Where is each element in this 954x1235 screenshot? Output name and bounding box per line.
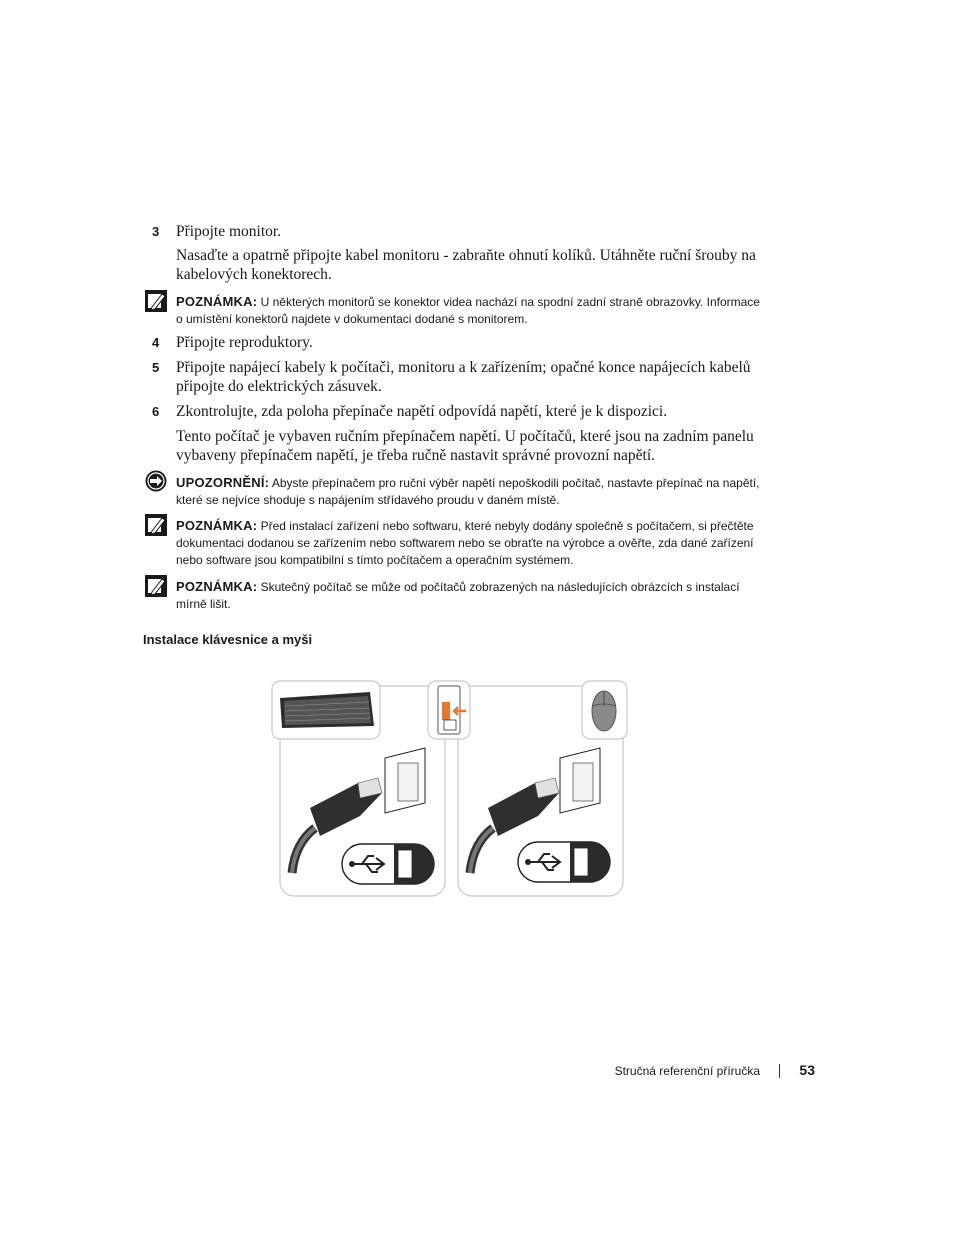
page-number: 53 [799, 1062, 815, 1078]
usb-symbol-icon [342, 844, 434, 884]
note-label: POZNÁMKA: [176, 579, 258, 594]
step-number: 4 [152, 335, 160, 350]
mouse-icon [582, 681, 627, 739]
keyboard-mouse-illustration [270, 678, 632, 900]
notice-label: UPOZORNĚNÍ: [176, 475, 270, 490]
notice-text: Abyste přepínačem pro ruční výběr napětí nepoškodili počítač, nastavte přepínač na napětí, které se nejvíce shoduje s napájením střídavého proudu v daném místě. [176, 476, 760, 507]
step-text: Připojte reproduktory. [176, 334, 313, 351]
step-number: 6 [152, 404, 160, 419]
step-text: Zkontrolujte, zda poloha přepínače napětí odpovídá napětí, které je k dispozici. [176, 403, 668, 420]
footer-title: Stručná referenční příručka [614, 1064, 760, 1078]
step-number: 3 [152, 224, 160, 239]
pencil-note-icon [145, 575, 167, 597]
usb-symbol-icon [518, 842, 610, 882]
paragraph-monitor-cable: Nasaďte a opatrně připojte kabel monitoru - zabraňte ohnutí kolíků. Utáhněte ruční šrouby na kabelových konektorech. [176, 247, 756, 283]
step-number: 5 [152, 360, 160, 375]
footer-separator [779, 1064, 780, 1078]
usb-port-panel-icon [428, 681, 470, 739]
page-footer [560, 1062, 815, 1082]
step-text: Připojte napájecí kabely k počítači, monitoru a k zařízením; opačné konce napájecích kabelů připojte do elektrických zásuvek. [176, 359, 751, 395]
notice-arrow-icon [145, 470, 167, 492]
step-text: Připojte monitor. [176, 223, 282, 240]
note-text: U některých monitorů se konektor videa nachází na spodní zadní straně obrazovky. Informace o umístění konektorů najdete v dokumentaci dodané s monitorem. [176, 295, 760, 326]
note-label: POZNÁMKA: [176, 518, 258, 533]
section-heading: Instalace klávesnice a myši [143, 632, 313, 647]
paragraph-voltage-switch: Tento počítač je vybaven ručním přepínačem napětí. U počítačů, které jsou na zadním panelu vybaveny přepínačem napětí, je třeba ručně nastavit správné provozní napětí. [176, 428, 754, 464]
note-text: Skutečný počítač se může od počítačů zobrazených na následujících obrázcích s instalací mírně lišit. [176, 580, 740, 611]
pencil-note-icon [145, 514, 167, 536]
note-label: POZNÁMKA: [176, 294, 258, 309]
keyboard-icon [272, 681, 380, 739]
pencil-note-icon [145, 290, 167, 312]
note-text: Před instalací zařízení nebo softwaru, které nebyly dodány společně s počítačem, si přečtěte dokumentaci dodanou se zařízením nebo softwarem nebo se obraťte na výrobce a ověřte, zda dané zařízení nebo software jsou kompatibilní s tímto počítačem a operačním systémem. [176, 519, 754, 567]
